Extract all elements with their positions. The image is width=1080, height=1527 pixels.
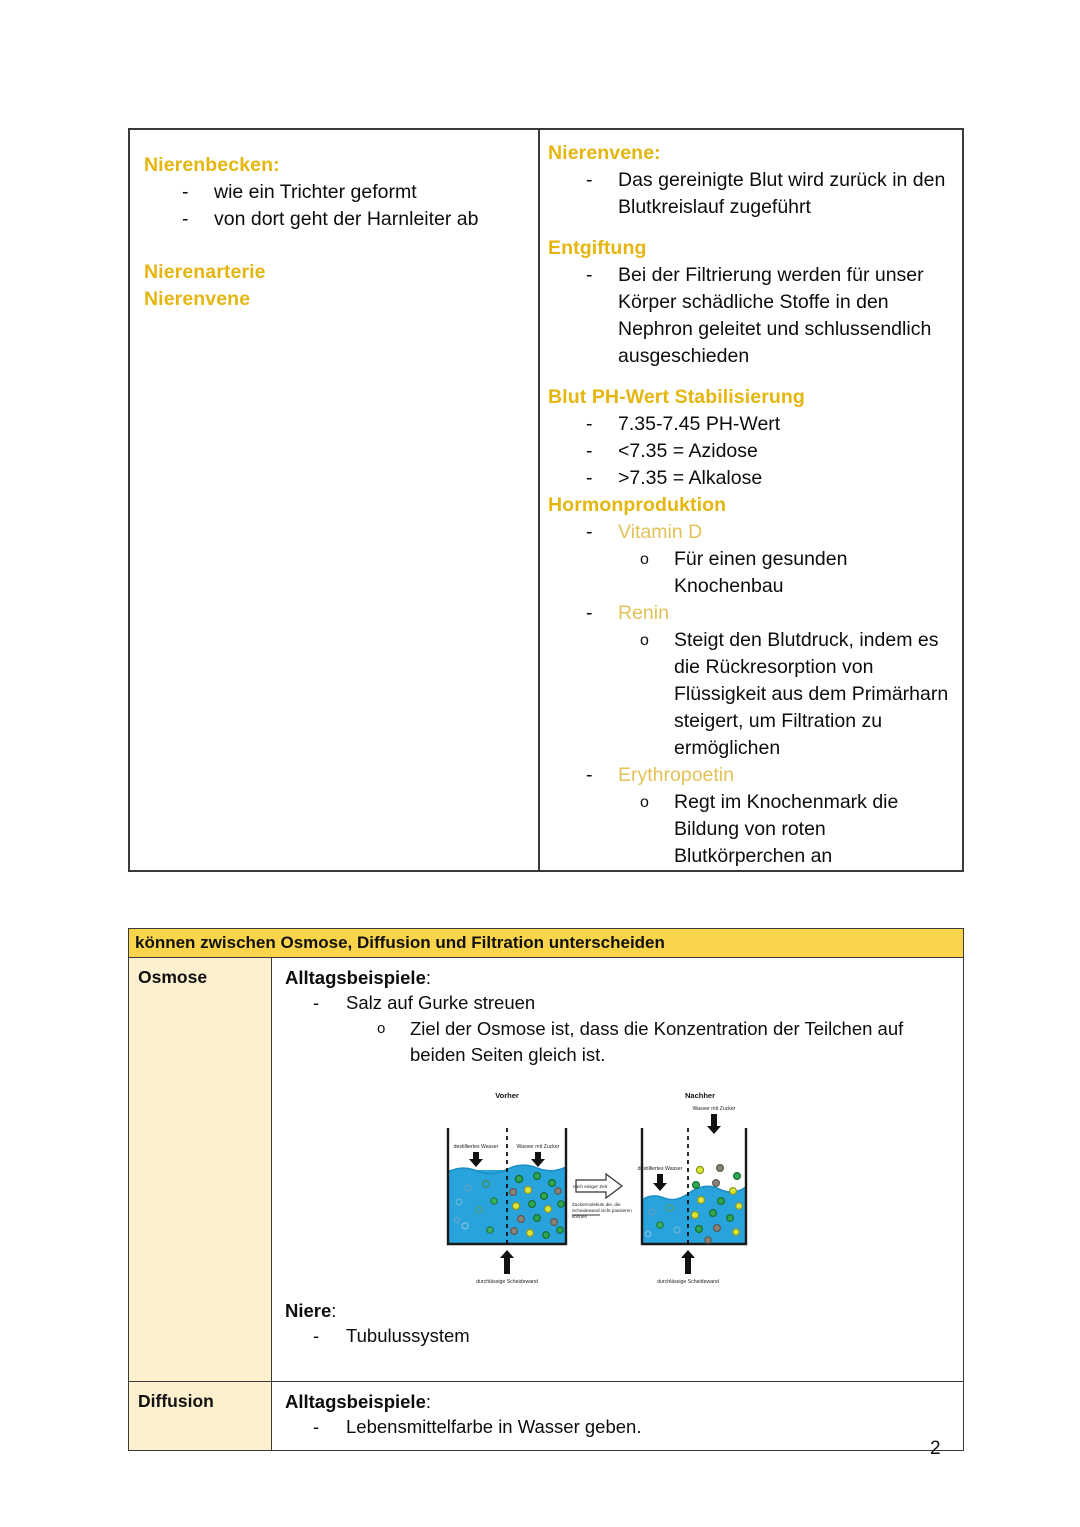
list-item-label: Steigt den Blutdruck, indem es die Rückresorption von Flüssigkeit aus dem Primärharn steigert, um Filtration zu ermöglichen — [674, 629, 949, 759]
figure-caption-nachher: Nachher — [684, 1091, 716, 1100]
term-nierenarterie: Nierenarterie — [144, 261, 266, 283]
list-item — [548, 167, 950, 221]
list-item — [548, 262, 950, 370]
arrow-down-left-1 — [469, 1152, 483, 1167]
list-item-label: Für einen gesunden Knochenbau — [674, 548, 848, 597]
heading-nierenvene: Nierenvene: — [548, 142, 661, 164]
list-item — [285, 1016, 953, 1068]
subheading-colon: : — [331, 1300, 337, 1321]
hormone-name-renin: Renin — [618, 602, 669, 624]
list-item — [548, 519, 950, 546]
row-content-diffusion — [272, 1382, 963, 1450]
label-sugar-water-right: Wasser mit Zucker — [692, 1106, 736, 1112]
term-nierenvene: Nierenvene — [144, 288, 251, 310]
dash-bullet-icon: - — [586, 764, 593, 786]
subheading-text: Niere — [285, 1300, 332, 1321]
arrow-down-right-1 — [707, 1114, 721, 1134]
list-item — [548, 465, 950, 492]
dash-bullet-icon: - — [313, 1325, 320, 1346]
list-item-label: Das gereinigte Blut wird zurück in den Blutkreislauf zugeführt — [618, 169, 946, 218]
subheading-niere — [285, 1298, 953, 1323]
dash-bullet-icon: - — [182, 181, 189, 203]
list-item-label: Tubulussystem — [346, 1325, 470, 1346]
label-membrane-right: durchlässige Scheidewand — [657, 1279, 719, 1285]
subheading-text: Alltagsbeispiele — [285, 967, 426, 988]
row-content-osmose — [272, 958, 963, 1381]
dash-bullet-icon: - — [586, 169, 593, 191]
dash-bullet-icon: - — [586, 602, 593, 624]
list-item — [548, 627, 950, 762]
list-item — [548, 762, 950, 789]
list-item — [548, 546, 950, 600]
list-item-label: Bei der Filtrierung werden für unser Körper schädliche Stoffe in den Nephron geleitet und schlussendlich ausgeschieden — [618, 264, 932, 367]
table-row — [129, 958, 963, 1381]
table-row — [129, 1381, 963, 1450]
heading-blut-ph-wert: Blut PH-Wert Stabilisierung — [548, 386, 805, 408]
list-item-label: Regt im Knochenmark die Bildung von roten Blutkörperchen an — [674, 791, 899, 867]
list-item — [285, 1323, 953, 1349]
circle-bullet-icon: o — [640, 632, 649, 649]
dash-bullet-icon: - — [586, 467, 593, 489]
list-item-label: von dort geht der Harnleiter ab — [214, 208, 479, 230]
hormone-name-vitamin-d: Vitamin D — [618, 521, 703, 543]
circle-bullet-icon: o — [640, 551, 649, 568]
heading-hormonproduktion: Hormonproduktion — [548, 494, 727, 516]
hormone-name-erythropoetin: Erythropoetin — [618, 764, 734, 786]
label-sugar-water-left: Wasser mit Zucker — [516, 1144, 560, 1150]
list-item-label: wie ein Trichter geformt — [214, 181, 417, 203]
label-transition-arrow: nach einiger Zeit — [573, 1184, 607, 1189]
heading-entgiftung: Entgiftung — [548, 237, 647, 259]
kidney-functions-table — [128, 128, 964, 872]
arrow-down-right-2 — [653, 1174, 667, 1191]
dash-bullet-icon: - — [586, 440, 593, 462]
spacer — [285, 1349, 953, 1371]
table2-header-row: können zwischen Osmose, Diffusion und Filtration unterscheiden — [129, 929, 963, 958]
heading-nierenbecken: Nierenbecken: — [144, 154, 280, 176]
subheading-alltagsbeispiele — [285, 1389, 953, 1414]
circle-bullet-icon: o — [640, 794, 649, 811]
dash-bullet-icon: - — [586, 413, 593, 435]
list-item-label: 7.35-7.45 PH-Wert — [618, 413, 781, 435]
annotation-text-box — [572, 1202, 634, 1232]
list-item — [548, 789, 950, 870]
list-item — [548, 438, 950, 465]
dash-bullet-icon: - — [586, 264, 593, 286]
osmose-diffusion-table — [128, 928, 964, 1451]
dash-bullet-icon: - — [182, 208, 189, 230]
dash-bullet-icon: - — [586, 521, 593, 543]
spacer — [548, 221, 950, 235]
subheading-alltagsbeispiele — [285, 965, 953, 990]
list-item-label: <7.35 = Azidose — [618, 440, 758, 462]
subheading-colon: : — [425, 967, 431, 988]
annotation-text: Zuckermoleküle die, die Scheidewand nicht passieren können — [572, 1202, 632, 1219]
list-item — [285, 1414, 953, 1440]
list-item — [548, 411, 950, 438]
dash-bullet-icon: - — [313, 1416, 320, 1437]
spacer — [548, 370, 950, 384]
list-item-label: Salz auf Gurke streuen — [346, 992, 536, 1013]
osmosis-figure-container — [285, 1084, 953, 1292]
list-item-label: Lebensmittelfarbe in Wasser geben. — [346, 1416, 642, 1437]
list-item — [548, 600, 950, 627]
list-item-label: >7.35 = Alkalose — [618, 467, 763, 489]
list-item — [144, 179, 524, 206]
spacer — [144, 233, 524, 259]
table1-right-cell — [540, 130, 962, 870]
table1-left-cell — [130, 130, 540, 870]
row-label-diffusion: Diffusion — [129, 1382, 272, 1450]
label-distilled-water-right: destilliertes Wasser — [637, 1166, 683, 1172]
list-item — [285, 990, 953, 1016]
list-item — [144, 206, 524, 233]
subheading-colon: : — [425, 1391, 431, 1412]
arrow-up-membrane-right — [681, 1250, 695, 1274]
subheading-text: Alltagsbeispiele — [285, 1391, 426, 1412]
arrow-down-left-2 — [531, 1152, 545, 1167]
osmosis-diagram — [424, 1084, 814, 1292]
page-number: 2 — [930, 1438, 941, 1459]
circle-bullet-icon: o — [377, 1020, 386, 1037]
label-membrane-left: durchlässige Scheidewand — [476, 1279, 538, 1285]
dash-bullet-icon: - — [313, 992, 320, 1013]
arrow-up-membrane-left — [500, 1250, 514, 1274]
row-label-osmose: Osmose — [129, 958, 272, 1381]
label-distilled-water-left: destilliertes Wasser — [453, 1144, 499, 1150]
list-item-label: Ziel der Osmose ist, dass die Konzentration der Teilchen auf beiden Seiten gleich ist. — [410, 1018, 904, 1065]
figure-caption-vorher: Vorher — [495, 1091, 519, 1100]
